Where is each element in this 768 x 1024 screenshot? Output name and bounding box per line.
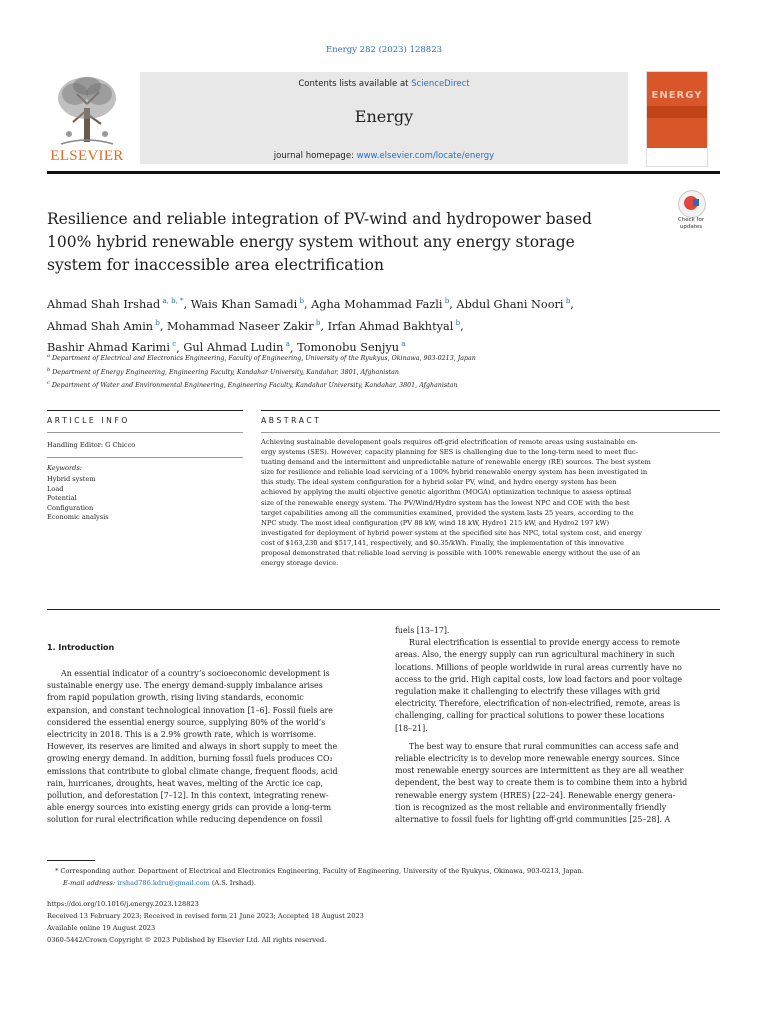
- journal-homepage-link[interactable]: www.elsevier.com/locate/energy: [356, 151, 495, 161]
- author[interactable]: Abdul Ghani Noori $^b$: [456, 297, 571, 311]
- abstract-rule-inner: [261, 432, 720, 433]
- elsevier-tree-icon: [55, 74, 119, 146]
- affiliation: $^a$ Department of Electrical and Electronics Engineering, Faculty of Engineering, University of the Ryukyus, Okinawa, 903-0213, Japan: [47, 353, 476, 363]
- author[interactable]: Ahmad Shah Amin $^b$: [47, 318, 160, 333]
- check-updates-icon: [678, 190, 706, 218]
- abstract-heading: ABSTRACT: [261, 416, 322, 425]
- author[interactable]: Mohammad Naseer Zakir $^b$: [167, 318, 321, 333]
- corresponding-author-note: * Corresponding author. Department of Electrical and Electronics Engineering, Faculty of Engineering, University of the Ryukyus, Okinawa, 903-0213, Japan.: [55, 867, 584, 875]
- intro-left-column: An essential indicator of a country’s socioeconomic development is sustainable energy use. The energy demand-supply imbalance arises from rapid population growth, rising living standards, economic expansion, and constant technological innovation [1–6]. Fossil fuels are considered the essential energy source, supplying 80% of the world’s electricity in 2018. This is a 2.9% growth rate, which is worrisome. However, its reserves are limited and always in short supply to meet the growing energy demand. In addition, burning fossil fuels produces CO₂ emissions that contribute to global climate change, frequent floods, acid rain, hurricanes, droughts, heat waves, melting of the Arctic ice cap, pollution, and deforestation [7–12]. In this context, integrating renew- able energy sources into existing energy grids can provide a long-term solution for rural electrification while reducing dependence on fossil: [47, 669, 338, 825]
- affiliation: $^c$ Department of Water and Environmental Engineering, Engineering Faculty, Kandahar University, Kandahar, 3801, Afghanistan: [47, 380, 458, 390]
- affiliations: [47, 351, 667, 392]
- copyright-line: 0360-5442/Crown Copyright © 2023 Published by Elsevier Ltd. All rights reserved.: [47, 936, 327, 944]
- keyword: Configuration: [47, 503, 94, 512]
- check-updates-label: Check for updates: [677, 217, 705, 230]
- author[interactable]: Irfan Ahmad Bakhtyal $^b$: [327, 318, 461, 333]
- journal-cover-image[interactable]: [646, 71, 708, 167]
- check-for-updates-badge[interactable]: [672, 189, 710, 233]
- elsevier-logo[interactable]: [47, 72, 127, 164]
- section-heading-introduction: 1. Introduction: [47, 643, 115, 652]
- author-list: Ahmad Shah Irshad $^{a, b, *}$, Wais Khan Samadi $^b$, Agha Mohammad Fazli $^b$, Abdul Ghani Noori $^b$, Ahmad Shah Amin $^b$, Mohammad Naseer Zakir $^b$, Irfan Ahmad Bakhtyal $^b$, Bashir Ahmad Karimi $^c$, Gul Ahmad Ludin $^a$, Tomonobu Senjyu $^a$: [47, 297, 574, 355]
- keyword: Potential: [47, 494, 77, 503]
- email-line: E-mail address: irshad786.kdru@gmail.com (A.S. Irshad).: [63, 879, 256, 887]
- intro-right-column: fuels [13–17]. Rural electrification is essential to provide energy access to remote areas. Also, the energy supply can run agricultural machinery in such locations. Millions of people worldwide in rural areas currently have no access to the grid. High capital costs, low load factors and poor voltage regulation make it challenging to electrify these villages with grid electricity. Therefore, electrification of non-electrified, remote, areas is challenging, calling for practical solutions to power these locations [18–21]. The best way to ensure that rural communities can access safe and reliable electricity is to develop more renewable energy sources. Since most renewable energy sources are intermittent as they are all weather dependent, the best way to create them is to combine them into a hybrid renewable energy system (HRES) [22–24]. Renewable energy genera- tion is recognized as the most reliable and environmentally friendly alternative to fossil fuels for lighting off-grid communities [25–28]. A: [395, 626, 688, 825]
- cover-title: ENERGY: [651, 90, 703, 101]
- author[interactable]: Bashir Ahmad Karimi $^c$: [47, 340, 177, 355]
- affiliation: $^b$ Department of Energy Engineering, Engineering Faculty, Kandahar University, Kandahar, 3801, Afghanistan: [47, 366, 399, 376]
- author[interactable]: Wais Khan Samadi $^b$: [190, 297, 304, 311]
- abstract-bottom-rule: [47, 609, 720, 610]
- paper-title: Resilience and reliable integration of PV-wind and hydropower based 100% hybrid renewable energy system without any energy storage system for inaccessible area electrification: [47, 210, 592, 274]
- keyword: Hybrid system: [47, 475, 96, 483]
- handling-editor: Handling Editor: G Chicco: [47, 441, 136, 449]
- author[interactable]: Tomonobu Senjyu $^a$: [297, 340, 406, 355]
- abstract-rule-top: [261, 410, 720, 411]
- available-online: Available online 19 August 2023: [47, 924, 156, 932]
- keywords-list: [47, 475, 109, 523]
- cover-band: [647, 106, 707, 118]
- contents-lists-line: Contents lists available at ScienceDirect: [298, 79, 470, 89]
- author-email-link[interactable]: irshad786.kdru@gmail.com: [117, 879, 210, 887]
- journal-homepage-line: journal homepage: www.elsevier.com/locate/energy: [273, 151, 495, 161]
- footnote-rule: [47, 860, 95, 861]
- article-info-rule-top: [47, 410, 243, 411]
- article-info-rule-inner: [47, 432, 243, 433]
- elsevier-wordmark: ELSEVIER: [50, 148, 124, 164]
- keywords-label: Keywords:: [47, 464, 82, 472]
- doi-link[interactable]: https://doi.org/10.1016/j.energy.2023.128823: [47, 900, 199, 908]
- sciencedirect-link[interactable]: ScienceDirect: [411, 79, 470, 89]
- author[interactable]: Agha Mohammad Fazli $^b$: [311, 297, 450, 311]
- abstract-text: Achieving sustainable development goals requires off-grid electrification of remote areas using sustainable en- ergy systems (SES). However, capacity planning for SES is challenging due to the long-term need to meet fluc- tuating demand and the intermittent and unpredictable nature of renewable energy (RE) sources. The best system size for resilience and reliable load servicing of a 100% hybrid renewable energy system has been investigated in this study. The ideal system configuration for a hybrid solar PV, wind, and hydro energy system has been achieved by applying the multi objective genetic algorithm (MOGA) optimization technique to assess optimal size of the renewable energy system. The PV/Wind/Hydro system has the lowest NPC and COE with the best target capabilities among all the communities examined, provided the system lasts 25 years, according to the NPC study. The most ideal configuration (PV 88 kW, wind 18 kW, Hydro1 215 kW, and Hydro2 197 kW) investigated for deployment of hybrid power system at the specified site has NPC, total system cost, and energy cost of $163,230 and $517,141, respectively, and $0.35/kWh. Finally, the implementation of this innovative proposal demonstrated that reliable load serving is possible with 100% renewable energy without the use of an energy storage device.: [261, 438, 651, 568]
- received-dates: Received 13 February 2023; Received in revised form 21 June 2023; Accepted 18 August 2023: [47, 912, 364, 920]
- keyword: Load: [47, 484, 64, 493]
- author[interactable]: Gul Ahmad Ludin $^a$: [183, 340, 290, 355]
- header-divider: [47, 171, 720, 174]
- journal-reference-link[interactable]: Energy 282 (2023) 128823: [325, 45, 443, 55]
- keyword: Economic analysis: [47, 513, 109, 522]
- article-info-heading: ARTICLE INFO: [47, 416, 131, 425]
- article-info-rule-keywords: [47, 457, 243, 458]
- journal-name: Energy: [354, 107, 414, 126]
- author[interactable]: Ahmad Shah Irshad $^{a, b, *}$: [47, 297, 184, 311]
